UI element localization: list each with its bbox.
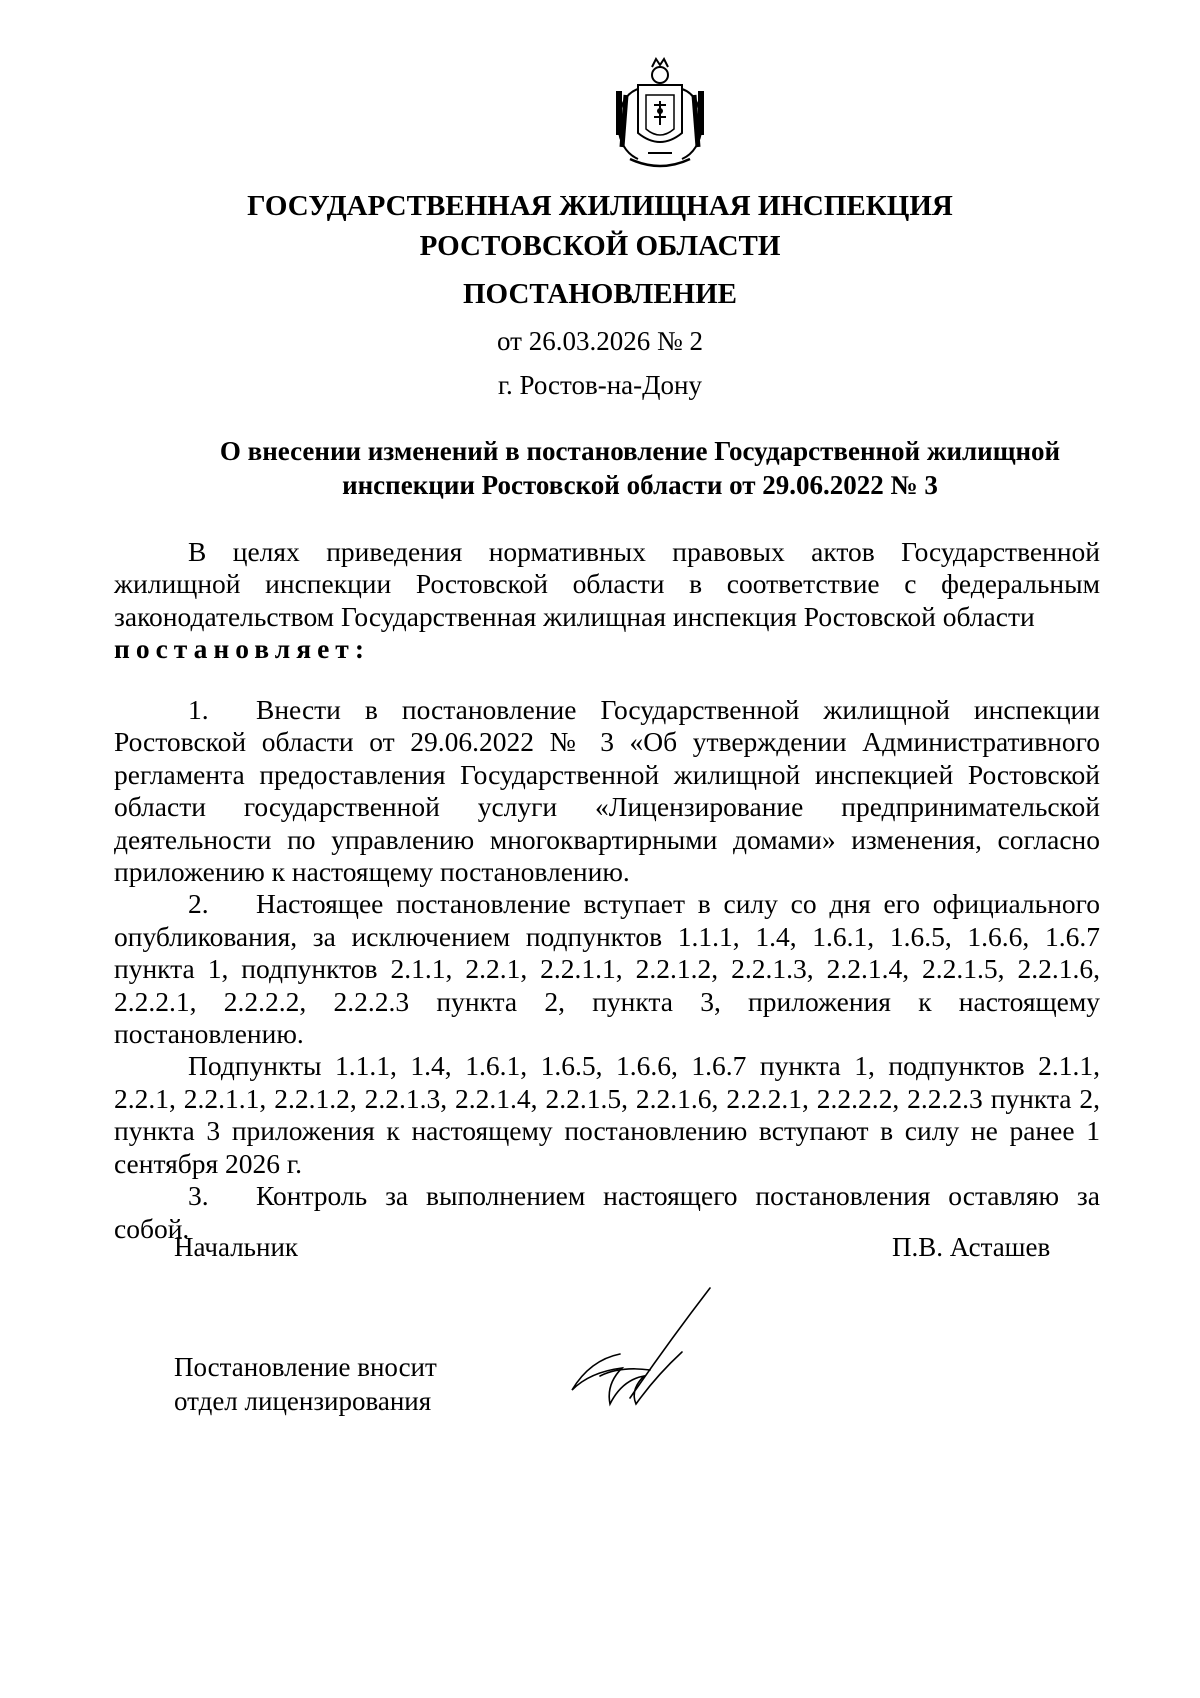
subpoints-paragraph: Подпункты 1.1.1, 1.4, 1.6.1, 1.6.5, 1.6.6, 1.6.7 пункта 1, подпунктов 2.1.1, 2.2.1, 2.2.1.1, 2.2.1.2, 2.2.1.3, 2.2.1.4, 2.2.1.5, 2.2.1.6, 2.2.2.1, 2.2.2.2, 2.2.2.3 пункта 2, пункта 3 приложения к настоящему постановлению вступают в силу не ранее 1 сентября 2026 г. xyxy=(114,1050,1100,1179)
footer-line2: отдел лицензирования xyxy=(174,1386,432,1416)
coat-of-arms-icon xyxy=(608,55,712,177)
subject-line2: инспекции Ростовской области от 29.06.2022 № 3 xyxy=(342,470,938,500)
item-3-text: Контроль за выполнением настоящего постановления оставляю за собой. xyxy=(114,1180,1100,1244)
resolves-word: постановляет: xyxy=(114,633,370,665)
item-2 xyxy=(114,888,1100,1050)
document-subject xyxy=(200,434,1080,502)
item-1-text: Внести в постановление Государственной жилищной инспекции Ростовской области от 29.06.2022 № 3 «Об утверждении Административного регламента предоставления Государственной жилищной инспекцией Ростовской области государственной услуги «Лицензирование предпринимательской деятельности по управлению многоквартирными домами» изменения, согласно приложению к настоящему постановлению. xyxy=(114,694,1100,888)
org-name-line1: ГОСУДАРСТВЕННАЯ ЖИЛИЩНАЯ ИНСПЕКЦИЯ xyxy=(247,190,953,222)
signer-position: Начальник xyxy=(174,1232,299,1262)
document-type: ПОСТАНОВЛЕНИЕ xyxy=(462,278,737,310)
item-1-number: 1. xyxy=(188,694,209,725)
item-3-number: 3. xyxy=(188,1180,209,1212)
preamble xyxy=(114,536,1100,666)
resolution-items xyxy=(114,694,1100,1245)
subject-line1: О внесении изменений в постановление Государственной жилищной xyxy=(219,436,1061,466)
city: г. Ростов-на-Дону xyxy=(497,370,702,400)
handwritten-signature xyxy=(560,1280,740,1410)
footer-line1: Постановление вносит xyxy=(174,1352,437,1382)
preamble-text: В целях приведения нормативных правовых актов Государственной жилищной инспекции Ростовской области в соответствие с федеральным законодательством Государственная жилищная инспекция Ростовской области xyxy=(114,536,1100,632)
item-1 xyxy=(114,694,1100,888)
item-2-number: 2. xyxy=(188,888,209,920)
date-number: от 26.03.2026 № 2 xyxy=(497,326,703,356)
item-2-text: Настоящее постановление вступает в силу со дня его официального опубликования, за исключением подпунктов 1.1.1, 1.4, 1.6.1, 1.6.5, 1.6.6, 1.6.7 пункта 1, подпунктов 2.1.1, 2.2.1, 2.2.1.1, 2.2.1.2, 2.2.1.3, 2.2.1.4, 2.2.1.5, 2.2.1.6, 2.2.2.1, 2.2.2.2, 2.2.2.3 пункта 2, пункта 3, приложения к настоящему постановлению. xyxy=(114,888,1100,1050)
signer-name: П.В. Асташев xyxy=(892,1232,1051,1262)
org-name-line2: РОСТОВСКОЙ ОБЛАСТИ xyxy=(419,230,781,262)
